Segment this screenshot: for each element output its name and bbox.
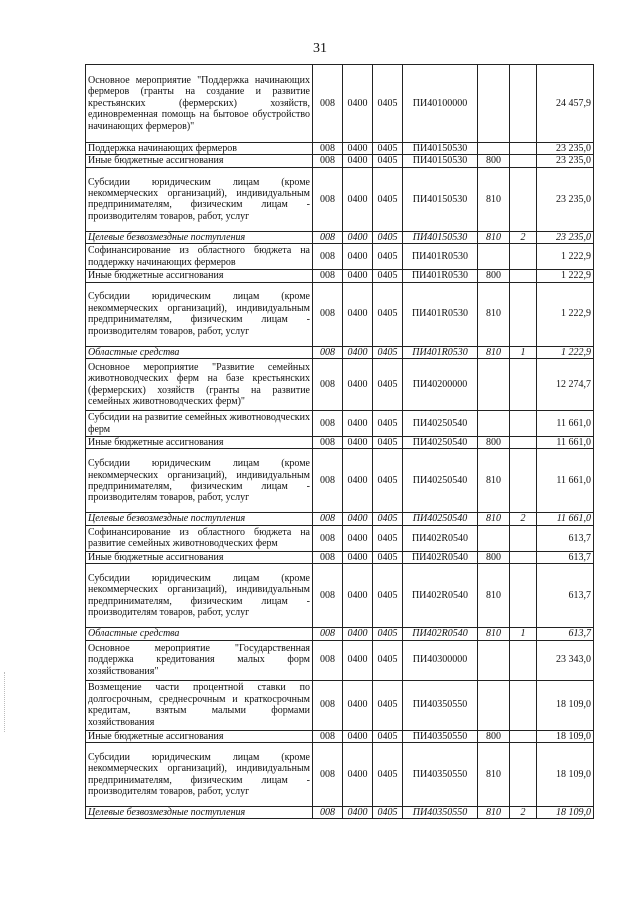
table-row xyxy=(86,640,594,680)
amount-cell: 18 109,0 xyxy=(537,730,594,742)
expense-type-cell xyxy=(478,525,510,551)
admin-code-cell: 008 xyxy=(313,346,343,358)
subsection-code-cell: 0405 xyxy=(373,167,403,231)
table-row xyxy=(86,231,594,243)
target-article-cell: ПИ40250540 xyxy=(403,513,478,525)
admin-code-cell: 008 xyxy=(313,551,343,563)
funding-source-cell xyxy=(510,65,537,143)
funding-source-cell xyxy=(510,143,537,155)
amount-cell: 12 274,7 xyxy=(537,359,594,411)
page-number: 31 xyxy=(313,41,327,56)
expense-type-cell: 800 xyxy=(478,155,510,167)
table-row xyxy=(86,244,594,270)
funding-source-cell: 2 xyxy=(510,807,537,819)
table-row xyxy=(86,807,594,819)
subsection-code-cell: 0405 xyxy=(373,411,403,437)
row-description: Поддержка начинающих фермеров xyxy=(86,143,313,155)
expense-type-cell: 810 xyxy=(478,807,510,819)
amount-cell: 18 109,0 xyxy=(537,680,594,730)
admin-code-cell: 008 xyxy=(313,65,343,143)
target-article-cell: ПИ40250540 xyxy=(403,449,478,513)
target-article-cell: ПИ40350550 xyxy=(403,807,478,819)
subsection-code-cell: 0405 xyxy=(373,244,403,270)
row-description: Иные бюджетные ассигнования xyxy=(86,270,313,282)
admin-code-cell: 008 xyxy=(313,807,343,819)
admin-code-cell: 008 xyxy=(313,411,343,437)
subsection-code-cell: 0405 xyxy=(373,359,403,411)
row-description: Субсидии юридическим лицам (кроме некоммерческих организаций), индивидуальным предпринимателям, физическим лицам - производителям товаров, работ, услуг xyxy=(86,564,313,628)
section-code-cell: 0400 xyxy=(343,244,373,270)
target-article-cell: ПИ402R0540 xyxy=(403,628,478,640)
subsection-code-cell: 0405 xyxy=(373,680,403,730)
subsection-code-cell: 0405 xyxy=(373,640,403,680)
subsection-code-cell: 0405 xyxy=(373,282,403,346)
admin-code-cell: 008 xyxy=(313,680,343,730)
amount-cell: 613,7 xyxy=(537,525,594,551)
target-article-cell: ПИ401R0530 xyxy=(403,270,478,282)
budget-table xyxy=(85,64,594,819)
amount-cell: 24 457,9 xyxy=(537,65,594,143)
section-code-cell: 0400 xyxy=(343,730,373,742)
target-article-cell: ПИ40250540 xyxy=(403,411,478,437)
table-row xyxy=(86,346,594,358)
table-row xyxy=(86,270,594,282)
subsection-code-cell: 0405 xyxy=(373,346,403,358)
target-article-cell: ПИ40300000 xyxy=(403,640,478,680)
target-article-cell: ПИ40350550 xyxy=(403,730,478,742)
amount-cell: 11 661,0 xyxy=(537,449,594,513)
admin-code-cell: 008 xyxy=(313,449,343,513)
amount-cell: 1 222,9 xyxy=(537,346,594,358)
subsection-code-cell: 0405 xyxy=(373,513,403,525)
funding-source-cell xyxy=(510,743,537,807)
amount-cell: 1 222,9 xyxy=(537,270,594,282)
admin-code-cell: 008 xyxy=(313,640,343,680)
funding-source-cell: 2 xyxy=(510,231,537,243)
subsection-code-cell: 0405 xyxy=(373,155,403,167)
section-code-cell: 0400 xyxy=(343,525,373,551)
subsection-code-cell: 0405 xyxy=(373,65,403,143)
row-description: Областные средства xyxy=(86,346,313,358)
subsection-code-cell: 0405 xyxy=(373,437,403,449)
row-description: Субсидии юридическим лицам (кроме некоммерческих организаций), индивидуальным предпринимателям, физическим лицам - производителям товаров, работ, услуг xyxy=(86,449,313,513)
amount-cell: 18 109,0 xyxy=(537,743,594,807)
funding-source-cell xyxy=(510,437,537,449)
funding-source-cell xyxy=(510,270,537,282)
row-description: Основное мероприятие "Развитие семейных животноводческих ферм на базе крестьянских (фермерских) хозяйств (гранты на развитие семейных животноводческих ферм)" xyxy=(86,359,313,411)
table-row xyxy=(86,143,594,155)
expense-type-cell xyxy=(478,359,510,411)
admin-code-cell: 008 xyxy=(313,730,343,742)
target-article-cell: ПИ40150530 xyxy=(403,231,478,243)
funding-source-cell xyxy=(510,155,537,167)
table-row xyxy=(86,155,594,167)
section-code-cell: 0400 xyxy=(343,551,373,563)
table-row xyxy=(86,359,594,411)
funding-source-cell xyxy=(510,167,537,231)
row-description: Целевые безвозмездные поступления xyxy=(86,231,313,243)
expense-type-cell: 810 xyxy=(478,449,510,513)
expense-type-cell xyxy=(478,143,510,155)
target-article-cell: ПИ402R0540 xyxy=(403,525,478,551)
row-description: Иные бюджетные ассигнования xyxy=(86,730,313,742)
subsection-code-cell: 0405 xyxy=(373,628,403,640)
section-code-cell: 0400 xyxy=(343,270,373,282)
table-row xyxy=(86,743,594,807)
table-row xyxy=(86,65,594,143)
target-article-cell: ПИ401R0530 xyxy=(403,346,478,358)
expense-type-cell: 810 xyxy=(478,628,510,640)
table-row xyxy=(86,564,594,628)
admin-code-cell: 008 xyxy=(313,743,343,807)
funding-source-cell xyxy=(510,730,537,742)
expense-type-cell xyxy=(478,680,510,730)
subsection-code-cell: 0405 xyxy=(373,564,403,628)
expense-type-cell: 810 xyxy=(478,282,510,346)
section-code-cell: 0400 xyxy=(343,346,373,358)
target-article-cell: ПИ40100000 xyxy=(403,65,478,143)
row-description: Субсидии юридическим лицам (кроме некоммерческих организаций), индивидуальным предпринимателям, физическим лицам - производителям товаров, работ, услуг xyxy=(86,167,313,231)
expense-type-cell: 800 xyxy=(478,437,510,449)
table-row xyxy=(86,525,594,551)
amount-cell: 23 235,0 xyxy=(537,167,594,231)
amount-cell: 11 661,0 xyxy=(537,411,594,437)
section-code-cell: 0400 xyxy=(343,359,373,411)
admin-code-cell: 008 xyxy=(313,359,343,411)
scan-margin-mark xyxy=(4,672,7,732)
amount-cell: 613,7 xyxy=(537,551,594,563)
section-code-cell: 0400 xyxy=(343,564,373,628)
amount-cell: 1 222,9 xyxy=(537,282,594,346)
row-description: Областные средства xyxy=(86,628,313,640)
subsection-code-cell: 0405 xyxy=(373,231,403,243)
section-code-cell: 0400 xyxy=(343,680,373,730)
expense-type-cell: 810 xyxy=(478,564,510,628)
row-description: Целевые безвозмездные поступления xyxy=(86,513,313,525)
table-row xyxy=(86,437,594,449)
funding-source-cell xyxy=(510,449,537,513)
admin-code-cell: 008 xyxy=(313,155,343,167)
section-code-cell: 0400 xyxy=(343,411,373,437)
amount-cell: 23 343,0 xyxy=(537,640,594,680)
admin-code-cell: 008 xyxy=(313,167,343,231)
target-article-cell: ПИ40250540 xyxy=(403,437,478,449)
row-description: Целевые безвозмездные поступления xyxy=(86,807,313,819)
funding-source-cell xyxy=(510,640,537,680)
expense-type-cell xyxy=(478,640,510,680)
row-description: Софинансирование из областного бюджета на развитие семейных животноводческих ферм xyxy=(86,525,313,551)
funding-source-cell xyxy=(510,359,537,411)
admin-code-cell: 008 xyxy=(313,513,343,525)
section-code-cell: 0400 xyxy=(343,640,373,680)
target-article-cell: ПИ402R0540 xyxy=(403,564,478,628)
table-row xyxy=(86,680,594,730)
table-row xyxy=(86,282,594,346)
expense-type-cell: 810 xyxy=(478,346,510,358)
funding-source-cell xyxy=(510,411,537,437)
target-article-cell: ПИ40150530 xyxy=(403,143,478,155)
expense-type-cell xyxy=(478,411,510,437)
expense-type-cell: 800 xyxy=(478,551,510,563)
admin-code-cell: 008 xyxy=(313,244,343,270)
row-description: Возмещение части процентной ставки по долгосрочным, среднесрочным и краткосрочным кредитам, взятым малыми формами хозяйствования xyxy=(86,680,313,730)
target-article-cell: ПИ401R0530 xyxy=(403,282,478,346)
table-row xyxy=(86,551,594,563)
subsection-code-cell: 0405 xyxy=(373,270,403,282)
row-description: Основное мероприятие "Государственная поддержка кредитования малых форм хозяйствования" xyxy=(86,640,313,680)
admin-code-cell: 008 xyxy=(313,564,343,628)
row-description: Софинансирование из областного бюджета на поддержку начинающих фермеров xyxy=(86,244,313,270)
expense-type-cell xyxy=(478,65,510,143)
target-article-cell: ПИ401R0530 xyxy=(403,244,478,270)
section-code-cell: 0400 xyxy=(343,231,373,243)
amount-cell: 1 222,9 xyxy=(537,244,594,270)
funding-source-cell xyxy=(510,525,537,551)
expense-type-cell xyxy=(478,244,510,270)
section-code-cell: 0400 xyxy=(343,167,373,231)
funding-source-cell xyxy=(510,564,537,628)
expense-type-cell: 810 xyxy=(478,743,510,807)
section-code-cell: 0400 xyxy=(343,143,373,155)
funding-source-cell xyxy=(510,680,537,730)
section-code-cell: 0400 xyxy=(343,628,373,640)
admin-code-cell: 008 xyxy=(313,270,343,282)
table-row xyxy=(86,449,594,513)
amount-cell: 11 661,0 xyxy=(537,513,594,525)
row-description: Иные бюджетные ассигнования xyxy=(86,155,313,167)
section-code-cell: 0400 xyxy=(343,807,373,819)
section-code-cell: 0400 xyxy=(343,449,373,513)
funding-source-cell xyxy=(510,244,537,270)
expense-type-cell: 810 xyxy=(478,231,510,243)
funding-source-cell: 1 xyxy=(510,628,537,640)
subsection-code-cell: 0405 xyxy=(373,807,403,819)
table-row xyxy=(86,628,594,640)
section-code-cell: 0400 xyxy=(343,437,373,449)
amount-cell: 11 661,0 xyxy=(537,437,594,449)
subsection-code-cell: 0405 xyxy=(373,143,403,155)
expense-type-cell: 800 xyxy=(478,730,510,742)
funding-source-cell xyxy=(510,282,537,346)
subsection-code-cell: 0405 xyxy=(373,743,403,807)
row-description: Основное мероприятие "Поддержка начинающих фермеров (гранты на создание и развитие крестьянских (фермерских) хозяйств, единовременная помощь на бытовое обустройство начинающих фермеров)" xyxy=(86,65,313,143)
row-description: Иные бюджетные ассигнования xyxy=(86,551,313,563)
subsection-code-cell: 0405 xyxy=(373,551,403,563)
admin-code-cell: 008 xyxy=(313,628,343,640)
section-code-cell: 0400 xyxy=(343,282,373,346)
target-article-cell: ПИ40150530 xyxy=(403,167,478,231)
admin-code-cell: 008 xyxy=(313,525,343,551)
admin-code-cell: 008 xyxy=(313,282,343,346)
funding-source-cell xyxy=(510,551,537,563)
amount-cell: 613,7 xyxy=(537,628,594,640)
admin-code-cell: 008 xyxy=(313,231,343,243)
row-description: Иные бюджетные ассигнования xyxy=(86,437,313,449)
subsection-code-cell: 0405 xyxy=(373,525,403,551)
table-row xyxy=(86,730,594,742)
expense-type-cell: 800 xyxy=(478,270,510,282)
target-article-cell: ПИ40350550 xyxy=(403,680,478,730)
section-code-cell: 0400 xyxy=(343,155,373,167)
amount-cell: 613,7 xyxy=(537,564,594,628)
funding-source-cell: 1 xyxy=(510,346,537,358)
admin-code-cell: 008 xyxy=(313,437,343,449)
funding-source-cell: 2 xyxy=(510,513,537,525)
expense-type-cell: 810 xyxy=(478,167,510,231)
table-row xyxy=(86,167,594,231)
section-code-cell: 0400 xyxy=(343,513,373,525)
amount-cell: 18 109,0 xyxy=(537,807,594,819)
target-article-cell: ПИ402R0540 xyxy=(403,551,478,563)
target-article-cell: ПИ40200000 xyxy=(403,359,478,411)
row-description: Субсидии на развитие семейных животноводческих ферм xyxy=(86,411,313,437)
amount-cell: 23 235,0 xyxy=(537,143,594,155)
target-article-cell: ПИ40350550 xyxy=(403,743,478,807)
row-description: Субсидии юридическим лицам (кроме некоммерческих организаций), индивидуальным предпринимателям, физическим лицам - производителям товаров, работ, услуг xyxy=(86,282,313,346)
expense-type-cell: 810 xyxy=(478,513,510,525)
admin-code-cell: 008 xyxy=(313,143,343,155)
table-row xyxy=(86,513,594,525)
section-code-cell: 0400 xyxy=(343,65,373,143)
section-code-cell: 0400 xyxy=(343,743,373,807)
subsection-code-cell: 0405 xyxy=(373,730,403,742)
amount-cell: 23 235,0 xyxy=(537,231,594,243)
table-row xyxy=(86,411,594,437)
amount-cell: 23 235,0 xyxy=(537,155,594,167)
row-description: Субсидии юридическим лицам (кроме некоммерческих организаций), индивидуальным предпринимателям, физическим лицам - производителям товаров, работ, услуг xyxy=(86,743,313,807)
subsection-code-cell: 0405 xyxy=(373,449,403,513)
target-article-cell: ПИ40150530 xyxy=(403,155,478,167)
